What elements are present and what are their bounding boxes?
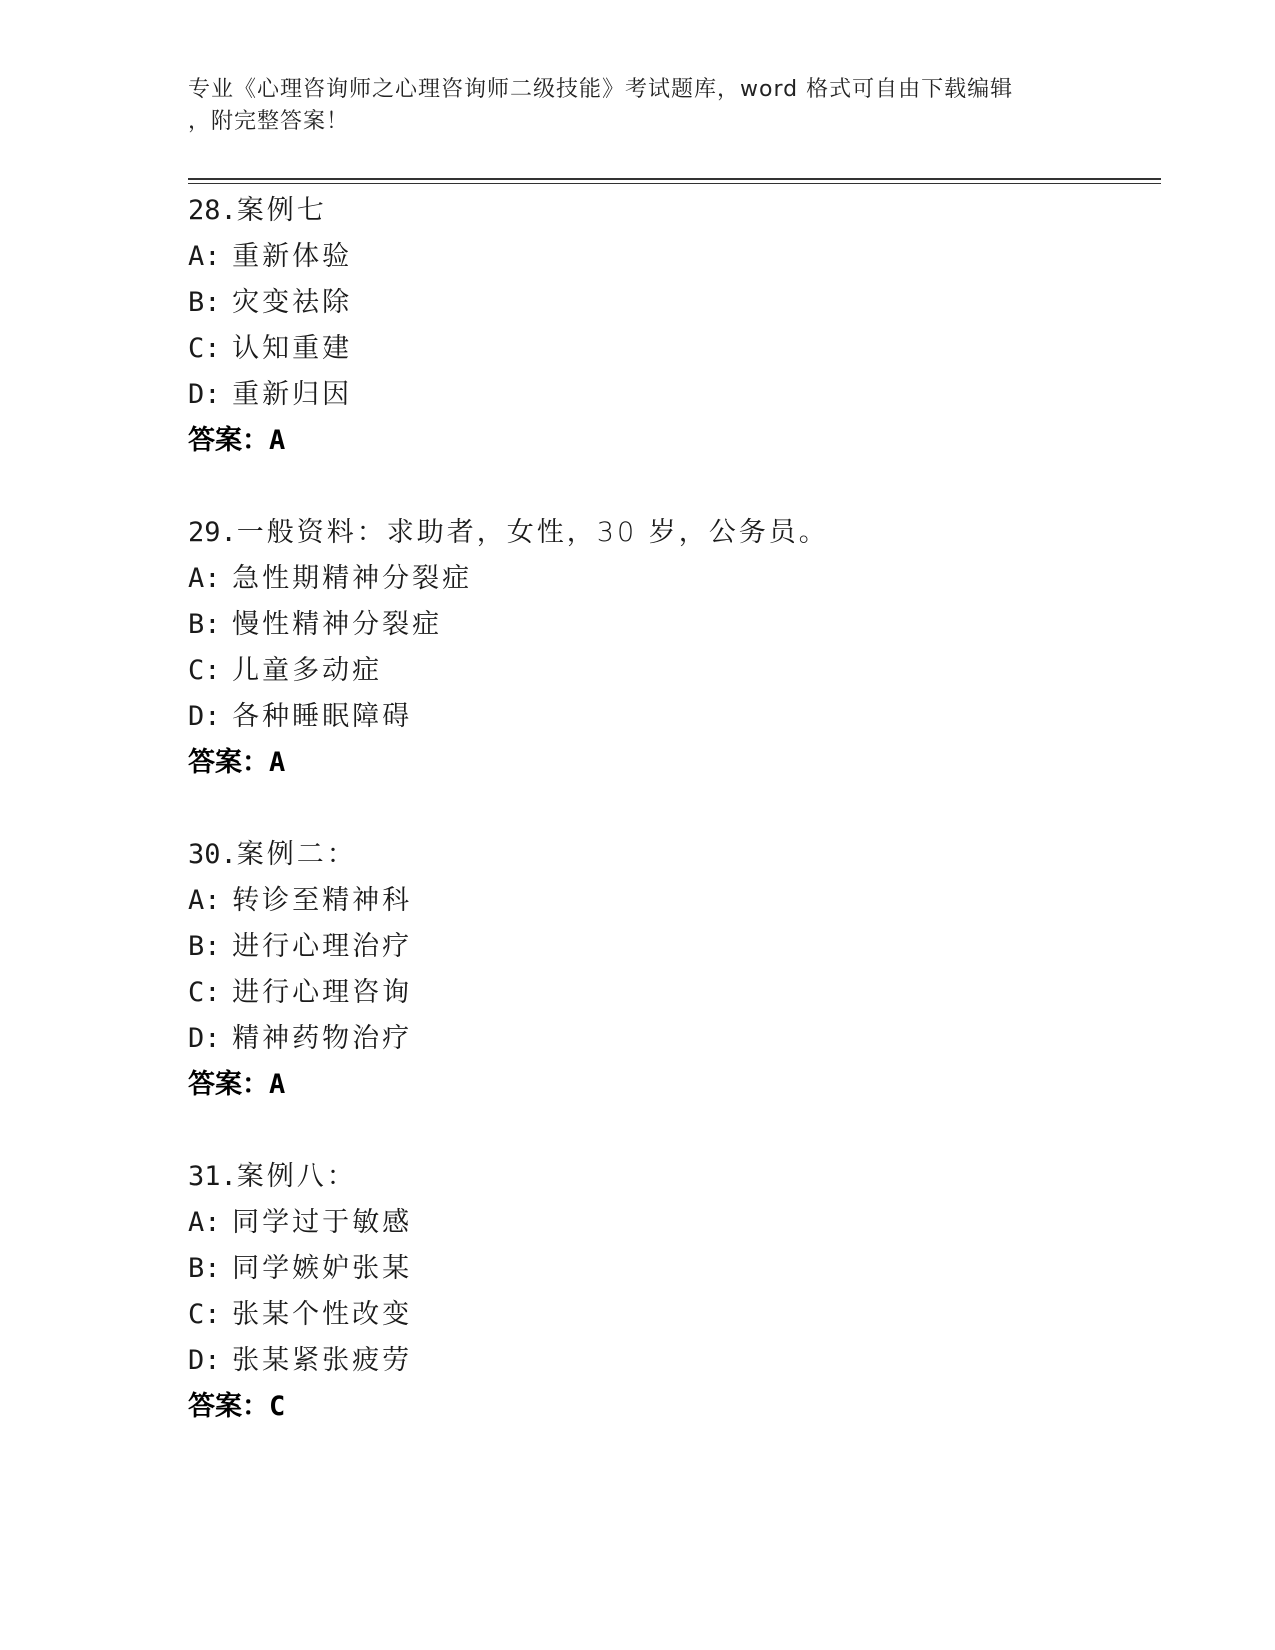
option-c [188,970,1138,1016]
document-header [188,74,1088,138]
option-text: 转诊至精神科 [232,885,413,916]
answer-line [188,1384,1138,1430]
question-number: 30. [188,839,237,870]
question-text: 一般资料：求助者，女性，30 岁，公务员。 [236,517,829,548]
option-letter: A: [188,885,221,916]
option-letter: D: [188,701,221,732]
option-letter: B: [188,287,221,318]
option-text: 各种睡眠障碍 [232,701,413,732]
option-b [188,1246,1138,1292]
answer-value: A [269,1069,286,1100]
option-a [188,878,1138,924]
option-letter: A: [188,563,221,594]
option-text: 急性期精神分裂症 [232,563,473,594]
option-d [188,1338,1138,1384]
option-letter: D: [188,379,221,410]
question-text: 案例八： [236,1161,357,1192]
header-line-1: 专业《心理咨询师之心理咨询师二级技能》考试题库，word 格式可自由下载编辑 [188,77,1014,102]
option-text: 重新体验 [232,241,353,272]
option-b [188,280,1138,326]
question-stem [188,1154,1138,1200]
option-letter: D: [188,1023,221,1054]
option-text: 灾变祛除 [232,287,353,318]
option-b [188,602,1138,648]
header-divider-thick [188,178,1161,180]
option-letter: B: [188,1253,221,1284]
question-text: 案例二： [236,839,357,870]
option-text: 进行心理咨询 [232,977,413,1008]
question-number: 29. [188,517,237,548]
question-stem [188,510,1138,556]
answer-label: 答案： [188,1391,269,1422]
answer-line [188,740,1138,786]
question-29 [188,510,1138,786]
answer-line [188,418,1138,464]
question-text: 案例七 [236,195,327,226]
option-text: 认知重建 [232,333,353,364]
question-28 [188,188,1138,464]
option-letter: A: [188,1207,221,1238]
option-letter: C: [188,977,221,1008]
answer-label: 答案： [188,747,269,778]
question-stem [188,832,1138,878]
option-letter: D: [188,1345,221,1376]
answer-label: 答案： [188,425,269,456]
option-d [188,694,1138,740]
answer-label: 答案： [188,1069,269,1100]
option-letter: C: [188,1299,221,1330]
option-text: 儿童多动症 [232,655,383,686]
answer-value: A [269,425,286,456]
option-d [188,1016,1138,1062]
question-stem [188,188,1138,234]
option-c [188,1292,1138,1338]
option-text: 进行心理治疗 [232,931,413,962]
option-a [188,1200,1138,1246]
question-31 [188,1154,1138,1430]
option-text: 同学过于敏感 [232,1207,413,1238]
question-list [188,188,1138,1476]
answer-value: C [269,1391,286,1422]
option-text: 同学嫉妒张某 [232,1253,413,1284]
answer-value: A [269,747,286,778]
option-c [188,648,1138,694]
option-letter: C: [188,655,221,686]
option-letter: A: [188,241,221,272]
option-text: 精神药物治疗 [232,1023,413,1054]
option-a [188,556,1138,602]
option-d [188,372,1138,418]
option-c [188,326,1138,372]
option-text: 张某个性改变 [232,1299,413,1330]
option-b [188,924,1138,970]
question-30 [188,832,1138,1108]
answer-line [188,1062,1138,1108]
option-letter: B: [188,931,221,962]
option-text: 重新归因 [232,379,353,410]
header-line-2: ，附完整答案！ [188,109,350,134]
option-letter: B: [188,609,221,640]
option-text: 张某紧张疲劳 [232,1345,413,1376]
option-a [188,234,1138,280]
option-text: 慢性精神分裂症 [232,609,443,640]
question-number: 28. [188,195,237,226]
question-number: 31. [188,1161,237,1192]
header-divider-thin [188,183,1161,184]
option-letter: C: [188,333,221,364]
